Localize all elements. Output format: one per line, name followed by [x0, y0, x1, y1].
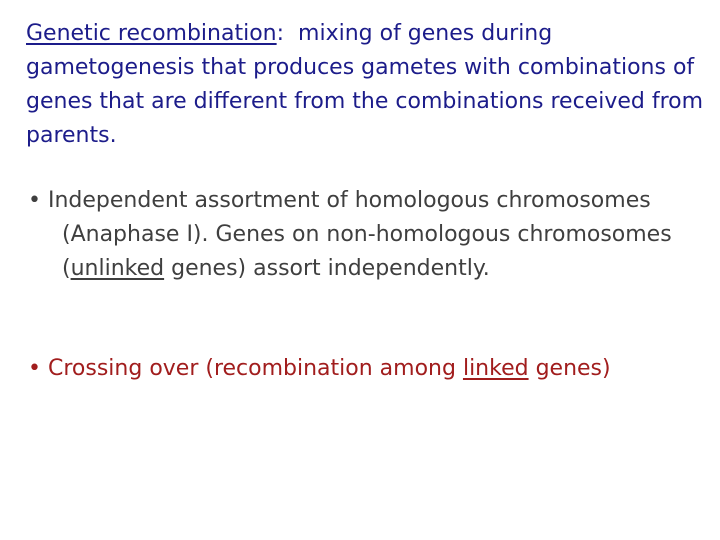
- bullet-text-end: genes) assort independently.: [164, 256, 490, 281]
- bullet-marker: •: [28, 188, 41, 213]
- bullet-text: Independent assortment of homologous chromosomes (Anaphase I). Genes on non-homologous chromosomes (: [48, 188, 672, 281]
- definition-colon: :: [276, 21, 285, 46]
- definition-term: Genetic recombination: [26, 21, 277, 46]
- bullet-text-end: genes): [528, 356, 611, 381]
- bullet-marker: •: [28, 356, 41, 381]
- bullet-independent-assortment: [28, 184, 682, 286]
- bullet-crossing-over: [28, 352, 682, 386]
- definition-paragraph: [26, 17, 711, 153]
- bullet-underlined-term: linked: [462, 356, 529, 381]
- bullet-underlined-term: unlinked: [70, 256, 165, 281]
- bullet-text: Crossing over (recombination among: [48, 356, 463, 381]
- definition-text: mixing of genes during gametogenesis that produces gametes with combinations of genes that are different from the combinations received from parents.: [26, 21, 711, 148]
